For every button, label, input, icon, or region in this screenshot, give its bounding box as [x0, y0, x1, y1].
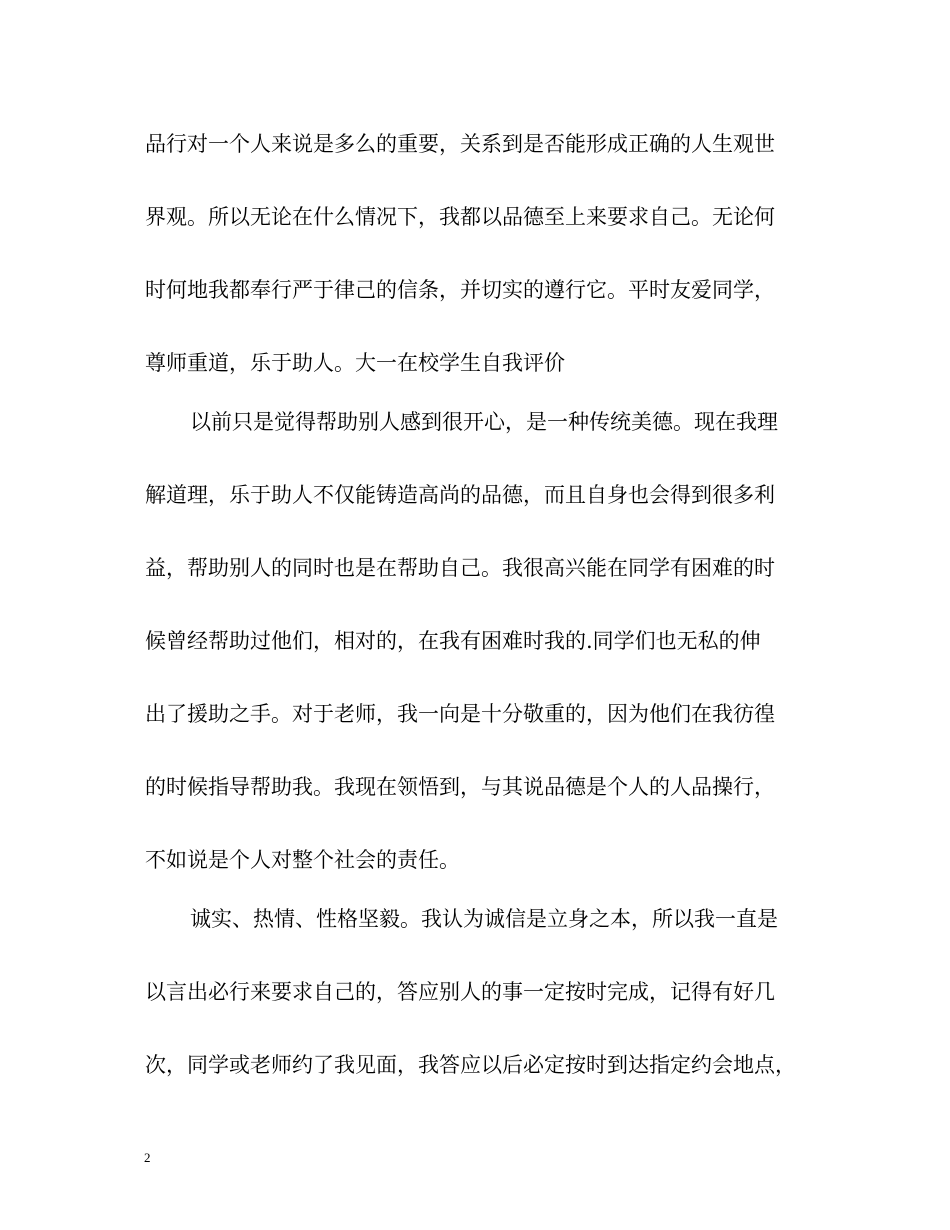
- paragraph-line: 品行对一个人来说是多么的重要，关系到是否能形成正确的人生观世: [145, 132, 775, 156]
- paragraph-line: 出了援助之手。对于老师，我一向是十分敬重的，因为他们在我彷徨: [145, 702, 775, 726]
- paragraph-line: 尊师重道，乐于助人。大一在校学生自我评价: [145, 351, 565, 375]
- paragraph-first-line: 以前只是觉得帮助别人感到很开心，是一种传统美德。现在我理: [190, 410, 778, 434]
- page-number: 2: [144, 1150, 151, 1165]
- paragraph-line: 以言出必行来要求自己的，答应别人的事一定按时完成，记得有好几: [145, 980, 775, 1004]
- paragraph-first-line: 诚实、热情、性格坚毅。我认为诚信是立身之本，所以我一直是: [190, 907, 778, 931]
- paragraph-line: 解道理，乐于助人不仅能铸造高尚的品德，而且自身也会得到很多利: [145, 483, 775, 507]
- paragraph-line: 界观。所以无论在什么情况下，我都以品德至上来要求自己。无论何: [145, 205, 775, 229]
- paragraph-line: 候曾经帮助过他们，相对的，在我有困难时我的.同学们也无私的伸: [145, 629, 761, 653]
- paragraph-line: 时何地我都奉行严于律己的信条，并切实的遵行它。平时友爱同学，: [145, 278, 775, 302]
- paragraph-line: 的时候指导帮助我。我现在领悟到，与其说品德是个人的人品操行，: [145, 775, 775, 799]
- paragraph-line: 益，帮助别人的同时也是在帮助自己。我很高兴能在同学有困难的时: [145, 556, 775, 580]
- paragraph-line: 不如说是个人对整个社会的责任。: [145, 848, 460, 872]
- paragraph-line: 次，同学或老师约了我见面，我答应以后必定按时到达指定约会地点，: [145, 1053, 796, 1077]
